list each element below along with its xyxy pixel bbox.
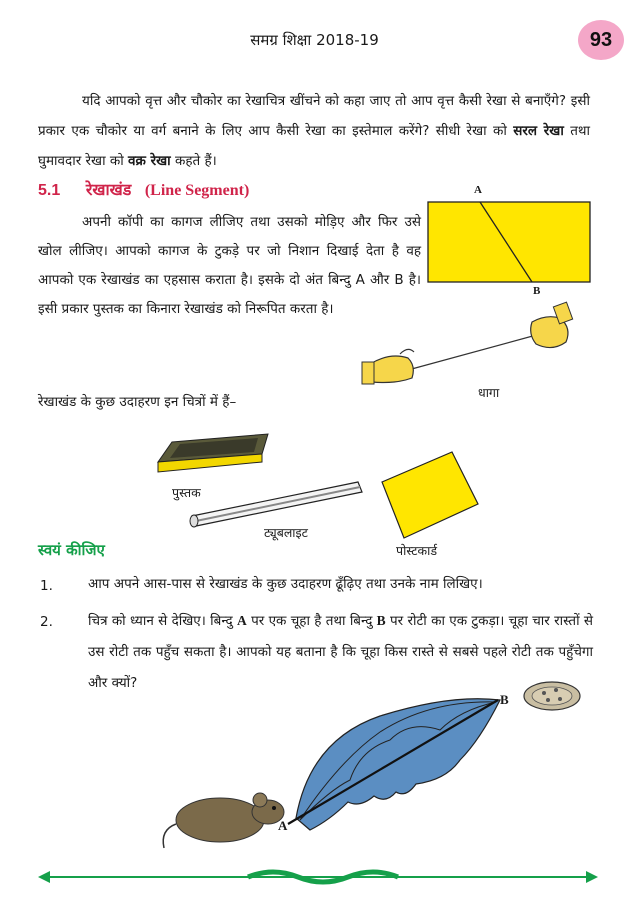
section-heading — [38, 178, 249, 200]
paper-point-b: B — [533, 285, 541, 297]
paper-point-a: A — [474, 184, 482, 196]
map-point-a: A — [278, 818, 288, 833]
examples-intro: रेखाखंड के कुछ उदाहरण इन चित्रों में हैं– — [38, 394, 237, 410]
section-title-english: (Line Segment) — [144, 182, 250, 199]
tubelight-figure — [188, 478, 368, 528]
mouse-bread-map-figure — [160, 680, 600, 860]
page-header: समग्र शिक्षा 2018-19 — [250, 31, 379, 49]
page-number-badge: 93 — [578, 20, 624, 60]
tubelight-label: ट्यूबलाइट — [264, 525, 308, 540]
arrow-left-icon — [38, 871, 50, 883]
left-hand-icon — [362, 349, 414, 384]
activity-heading: स्वयं कीजिए — [38, 541, 105, 559]
postcard-figure — [376, 448, 486, 548]
postcard-label: पोस्टकार्ड — [396, 543, 438, 558]
book-figure — [150, 432, 280, 482]
map-region — [296, 699, 500, 830]
folded-paper-figure — [420, 180, 600, 300]
mouse-icon — [163, 793, 284, 848]
term-straight-line: सरल रेखा — [513, 123, 564, 139]
footer-divider — [38, 866, 598, 888]
section-title-hindi: रेखाखंड — [85, 180, 132, 199]
arrow-right-icon — [586, 871, 598, 883]
section-paragraph: अपनी कॉपी का कागज लीजिए तथा उसको मोड़िए और फिर उसे खोल लीजिए। आपको कागज के टुकड़े पर जो निशान दिखाई देता है वह आपको एक रेखाखंड का एहसास कराता है। इसके दो अंत बिन्दु A और B है। इसी प्रकार पुस्तक का किनारा रेखाखंड को निरूपित करता है। — [38, 214, 421, 317]
item-1-text: आप अपने आस-पास से रेखाखंड के कुछ उदाहरण ढूँढ़िए तथा उनके नाम लिखिए। — [88, 576, 483, 592]
hands-thread-figure — [360, 296, 580, 396]
item-2-number: 2. — [40, 614, 53, 630]
right-hand-icon — [531, 302, 573, 347]
item-1-number: 1. — [40, 578, 53, 594]
section-number: 5.1 — [38, 182, 61, 199]
book-label: पुस्तक — [172, 485, 201, 500]
thread-label: धागा — [478, 385, 500, 400]
intro-paragraph: यदि आपको वृत्त और चौकोर का रेखाचित्र खींचने को कहा जाए तो आप वृत्त कैसी रेखा से बनाएँगे? इसी प्रकार एक चौकोर या वर्ग बनाने के लिए आप कैसी रेखा का इस्तेमाल करेंगे? सीधी रेखा को सरल रेखा तथा घुमावदार रेखा को वक्र रेखा कहते हैं। — [38, 93, 591, 169]
item-2-text: चित्र को ध्यान से देखिए। बिन्दु A पर एक चूहा है तथा बिन्दु B पर रोटी का एक टुकड़ा। चूहा चार रास्तों से उस रोटी तक पहुँच सकता है। आपको यह बताना है कि चूहा किस रास्ते से सबसे पहले रोटी तक पहुँचेगा और क्यों? — [88, 613, 593, 691]
term-curved-line: वक्र रेखा — [128, 153, 171, 169]
map-point-b: B — [500, 692, 509, 707]
bread-icon — [524, 682, 580, 710]
